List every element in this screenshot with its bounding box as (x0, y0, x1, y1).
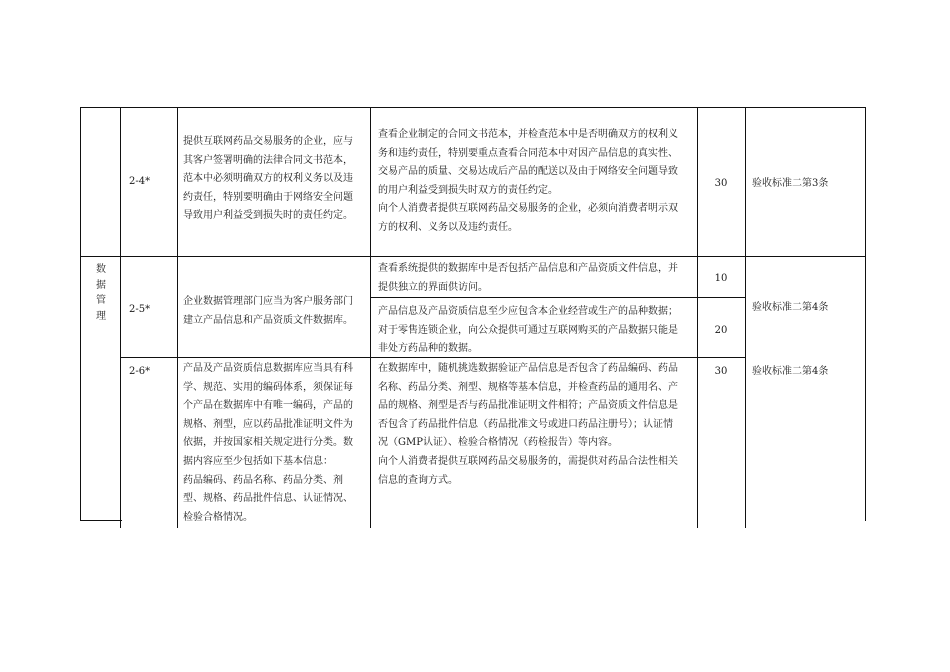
table-border-bottom (80, 520, 122, 521)
column-divider (177, 107, 178, 528)
score-value: 30 (714, 178, 728, 189)
table-border-top (80, 107, 866, 108)
score-value: 20 (714, 325, 728, 336)
column-divider (697, 107, 698, 528)
item-code: 2-6* (129, 366, 151, 377)
requirement-text: 产品及产品资质信息数据库应当具有科 学、规范、实用的编码体系，须保证每 个产品在数据库中有唯一编码，产品的 规格、剂型，应以药品批准证明文件为 依据，并按国家相关规定进行分类。数 据内容应至少包括如下基本信息： 药品编码、药品名称、药品分类、剂 型、规格、药品批件信息、认证情况、 检验合格情况。 (183, 363, 353, 523)
acceptance-reference: 验收标准二第4条 (752, 366, 829, 377)
requirement-text: 提供互联网药品交易服务的企业，应与 其客户签署明确的法律合同文书范本， 范本中必须明确双方的权利义务以及违 约责任，特别要明确由于网络安全问题 导致用户利益受到损失时的责任约定。 (183, 136, 353, 222)
check-method-text: 在数据库中，随机挑选数据验证产品信息是否包含了药品编码、药品 名称、药品分类、剂型、规格等基本信息，并检查药品的通用名、产 品的规格、剂型是否与药品批准证明文件相符；产品资质文件信息是 否包含了药品批件信息（药品批准文号或进口药品注册号）；认证情 况（GMP认证）、检验合格情况（药检报告）等内容。 向个人消费者提供互联网药品交易服务的，需提供对药品合法性相关 信息的查询方式。 (378, 363, 678, 486)
row-divider (80, 256, 866, 257)
column-divider (745, 107, 746, 528)
score-value: 10 (714, 273, 728, 284)
item-code: 2-4* (129, 176, 151, 187)
column-divider (370, 107, 371, 528)
check-method-text: 产品信息及产品资质信息至少应包含本企业经营或生产的品种数据； 对于零售连锁企业，向公众提供可通过互联网购买的产品数据只能是 非处方药品种的数据。 (378, 306, 678, 355)
score-value: 30 (714, 366, 728, 377)
item-code: 2-5* (129, 304, 151, 315)
column-divider (120, 107, 121, 528)
requirement-text: 企业数据管理部门应当为客户服务部门 建立产品信息和产品资质文件数据库。 (183, 296, 353, 326)
table-border-left (80, 107, 81, 521)
check-method-text: 查看系统提供的数据库中是否包括产品信息和产品资质文件信息，并 提供独立的界面供访问。 (378, 263, 678, 293)
acceptance-reference: 验收标准二第3条 (752, 178, 829, 189)
table-border-right (865, 107, 866, 521)
category-label: 数 据 管 理 (96, 264, 106, 322)
check-method-text: 查看企业制定的合同文书范本，并检查范本中是否明确双方的权利义 务和违约责任，特别要重点查看合同范本中对因产品信息的真实性、 交易产品的质量、交易达成后产品的配送以及由于网络安全问题导致 的用户利益受到损失时双方的责任约定。 向个人消费者提供互联网药品交易服务的企业，必须向消费者明示双 方的权利、义务以及违约责任。 (378, 129, 678, 233)
acceptance-reference: 验收标准二第4条 (752, 302, 829, 313)
